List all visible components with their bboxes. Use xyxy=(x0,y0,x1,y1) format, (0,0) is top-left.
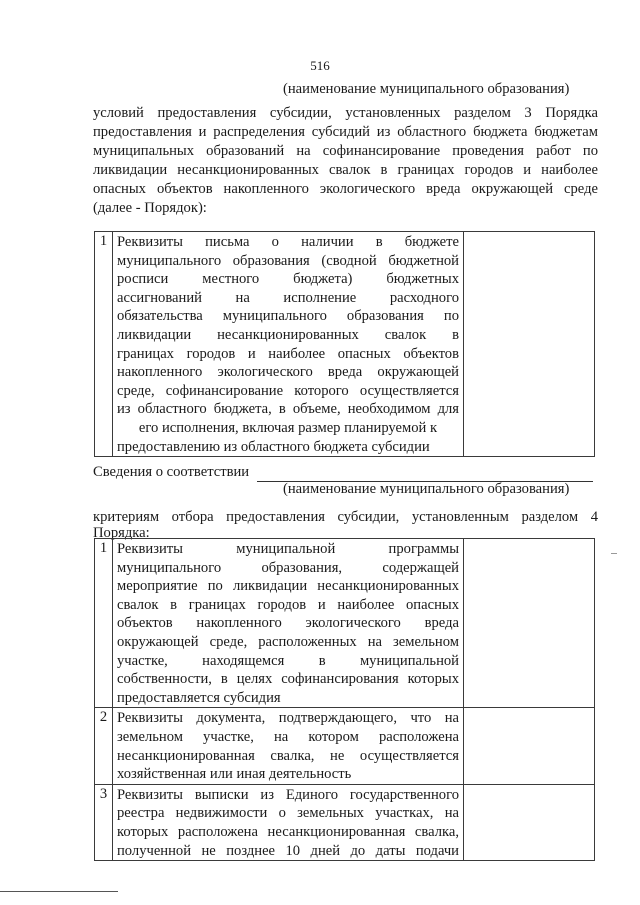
cell-line: собственности, в целях софинансирования которых xyxy=(117,671,459,688)
cell-line: ассигнований на исполнение расходного xyxy=(117,289,459,306)
cell-line: росписи местного бюджета) бюджетных xyxy=(117,271,459,288)
value-cell[interactable] xyxy=(464,232,595,457)
requisites-table-2 xyxy=(94,538,595,861)
paragraph-line: критериям отбора предоставления субсидии, установленным разделом 4 xyxy=(93,509,598,525)
cell-line: среде, софинансирование которого осуществляется xyxy=(117,382,459,399)
row-description xyxy=(113,232,464,457)
cell-line: окружающей среде, расположенных на земельном xyxy=(117,633,459,650)
footer-rule xyxy=(0,891,118,892)
paragraph-line: предоставления и распределения субсидий из областного бюджета бюджетам xyxy=(93,124,598,140)
intro-paragraph xyxy=(93,104,598,218)
value-cell[interactable] xyxy=(464,708,595,784)
row-number: 1 xyxy=(95,539,113,708)
paragraph-line: ликвидации несанкционированных свалок в границах городов и наиболее xyxy=(93,162,598,178)
cell-line: участке, находящемся в муниципальной xyxy=(117,652,459,669)
municipality-caption: (наименование муниципального образования) xyxy=(283,81,570,97)
table-row xyxy=(95,232,595,457)
table-row xyxy=(95,539,595,708)
cell-line: несанкционированная свалка, не осуществляется xyxy=(117,747,459,764)
cell-line: реестра недвижимости о земельных участках, на xyxy=(117,805,459,822)
paragraph-line: (далее - Порядок): xyxy=(93,200,207,216)
value-cell[interactable] xyxy=(464,784,595,860)
row-description xyxy=(113,784,464,860)
cell-line: из областного бюджета, в объеме, необходимом для xyxy=(117,401,459,418)
cell-line: Реквизиты документа, подтверждающего, что на xyxy=(117,710,459,727)
cell-line: хозяйственная или иная деятельность xyxy=(117,766,352,783)
cell-line: которых расположена несанкционированная свалка, xyxy=(117,823,459,840)
value-cell[interactable] xyxy=(464,539,595,708)
row-number: 3 xyxy=(95,784,113,860)
compliance-line xyxy=(93,462,593,482)
cell-line: полученной не позднее 10 дней до даты подачи xyxy=(117,842,459,859)
requisites-table-1 xyxy=(94,231,595,457)
cell-line: накопленного экологического вреда окружающей xyxy=(117,364,459,381)
municipality-blank[interactable] xyxy=(257,467,593,482)
table-row xyxy=(95,784,595,860)
paragraph-line: опасных объектов накопленного экологического вреда окружающей среде xyxy=(93,181,598,197)
cell-line: предоставлению из областного бюджета субсидии xyxy=(117,438,430,455)
paragraph-line: муниципальных образований на софинансирование проведения работ по xyxy=(93,143,598,159)
compliance-label: Сведения о соответствии xyxy=(93,464,250,480)
paragraph-line: условий предоставления субсидии, установленных разделом 3 Порядка xyxy=(93,105,598,121)
cell-line: его исполнения, включая размер планируемой к xyxy=(138,419,438,436)
municipality-caption-2: (наименование муниципального образования) xyxy=(283,481,570,497)
cell-line: земельном участке, на котором расположена xyxy=(117,728,459,745)
cell-line: Реквизиты выписки из Единого государственного xyxy=(117,786,459,803)
cell-line: муниципального образования (сводной бюджетной xyxy=(117,252,459,269)
row-description xyxy=(113,539,464,708)
page-number: 516 xyxy=(310,58,330,73)
cell-line: мероприятие по ликвидации несанкционированных xyxy=(117,578,459,595)
cell-line: границах городов и наиболее опасных объектов xyxy=(117,345,459,362)
cell-line: муниципального образования, содержащей xyxy=(117,559,459,576)
row-description xyxy=(113,708,464,784)
cell-line: Реквизиты муниципальной программы xyxy=(117,541,459,557)
table-row xyxy=(95,708,595,784)
scan-mark xyxy=(611,553,617,554)
row-number: 2 xyxy=(95,708,113,784)
cell-line: обязательства муниципального образования по xyxy=(117,308,459,325)
row-number: 1 xyxy=(95,232,113,457)
cell-line: ликвидации несанкционированных свалок в xyxy=(117,326,459,343)
cell-line: Реквизиты письма о наличии в бюджете xyxy=(117,234,459,250)
paragraph-line: Порядка: xyxy=(93,525,150,541)
cell-line: предоставляется субсидия xyxy=(117,689,281,706)
cell-line: свалок в границах городов и наиболее опасных xyxy=(117,596,459,613)
cell-line: объектов накопленного экологического вреда xyxy=(117,615,459,632)
